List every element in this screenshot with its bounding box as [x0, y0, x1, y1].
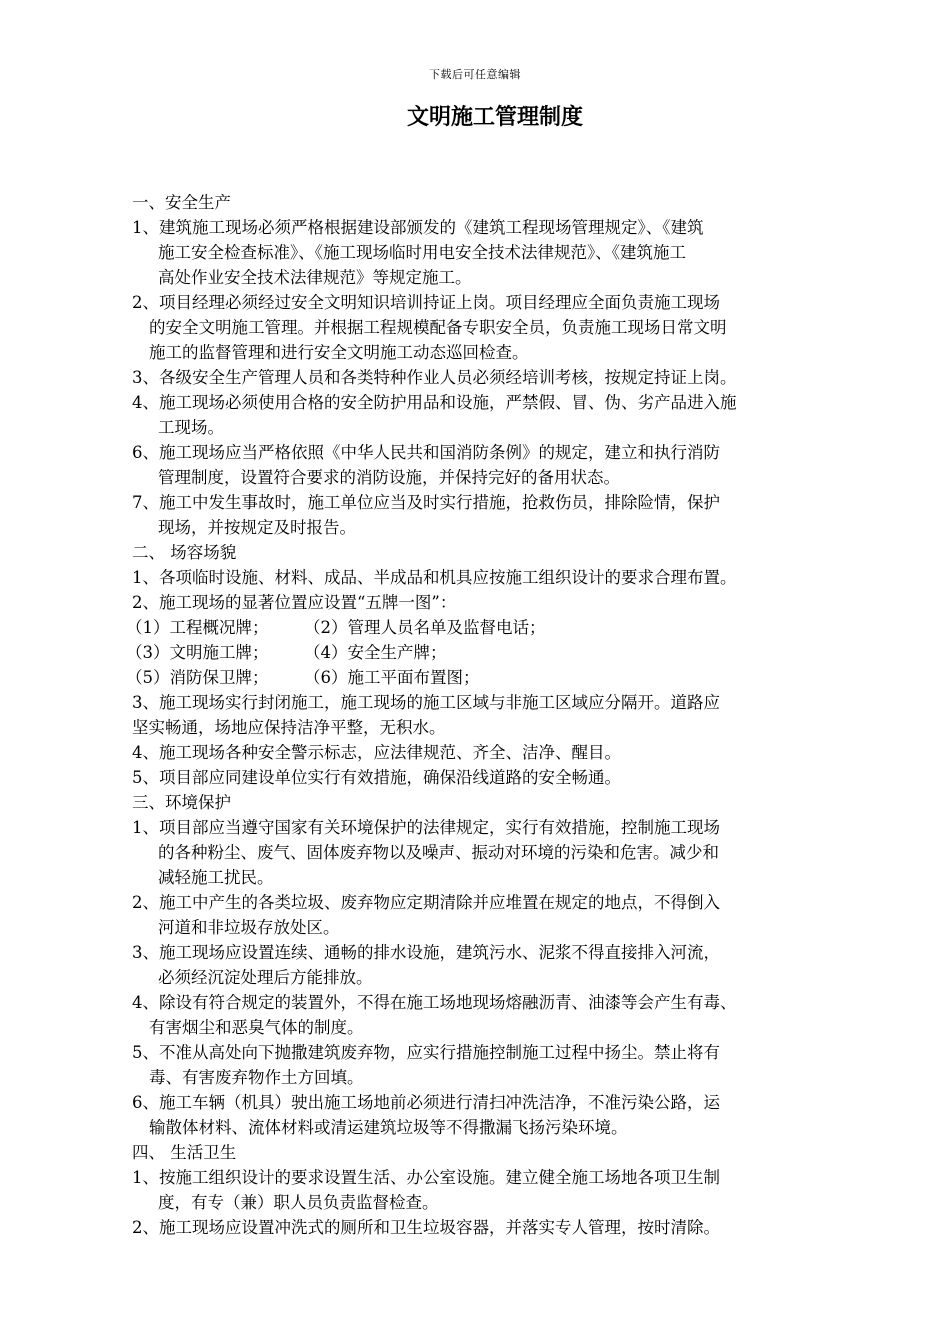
numbered-item: 1、各项临时设施、材料、成品、半成品和机具应按施工组织设计的要求合理布置。 — [132, 568, 737, 587]
signboard-item: （5）消防保卫牌； — [126, 668, 269, 687]
item-continuation: 输散体材料、流体材料或清运建筑垃圾等不得撒漏飞扬污染环境。 — [149, 1118, 628, 1137]
item-continuation: 的各种粉尘、废气、固体废弃物以及噪声、振动对环境的污染和危害。减少和 — [158, 843, 719, 862]
download-watermark: 下载后可任意编辑 — [429, 68, 521, 81]
document-title: 文明施工管理制度 — [406, 104, 583, 130]
signboard-item: （3）文明施工牌； — [126, 643, 269, 662]
item-continuation: 度，有专（兼）职人员负责监督检查。 — [158, 1193, 439, 1212]
item-continuation: 减轻施工扰民。 — [158, 868, 274, 887]
item-continuation: 坚实畅通，场地应保持洁净平整，无积水。 — [132, 718, 446, 737]
numbered-item: 4、施工现场必须使用合格的安全防护用品和设施，严禁假、冒、伪、劣产品进入施 — [132, 393, 737, 412]
numbered-item: 4、施工现场各种安全警示标志，应法律规范、齐全、洁净、醒目。 — [132, 743, 621, 762]
item-continuation: 毒、有害废弃物作土方回填。 — [149, 1068, 364, 1087]
signboard-item: （6）施工平面布置图； — [304, 668, 480, 687]
signboard-item: （2）管理人员名单及监督电话； — [304, 618, 546, 637]
numbered-item: 2、施工中产生的各类垃圾、废弃物应定期清除并应堆置在规定的地点，不得倒入 — [132, 893, 720, 912]
item-continuation: 工现场。 — [158, 418, 224, 437]
numbered-item: 6、施工现场应当严格依照《中华人民共和国消防条例》的规定，建立和执行消防 — [132, 443, 720, 462]
numbered-item: 3、施工现场应设置连续、通畅的排水设施，建筑污水、泥浆不得直接排入河流， — [132, 943, 720, 962]
numbered-item: 6、施工车辆（机具）驶出施工场地前必须进行清扫冲洗洁净，不准污染公路，运 — [132, 1093, 720, 1112]
item-continuation: 的安全文明施工管理。并根据工程规模配备专职安全员，负责施工现场日常文明 — [149, 318, 727, 337]
numbered-item: 2、项目经理必须经过安全文明知识培训持证上岗。项目经理应全面负责施工现场 — [132, 293, 720, 312]
section-heading: 四、 生活卫生 — [132, 1143, 237, 1162]
signboard-item: （4）安全生产牌； — [304, 643, 447, 662]
item-continuation: 现场，并按规定及时报告。 — [158, 518, 356, 537]
item-continuation: 高处作业安全技术法律规范》等规定施工。 — [158, 268, 472, 287]
numbered-item: 1、按施工组织设计的要求设置生活、办公室设施。建立健全施工场地各项卫生制 — [132, 1168, 720, 1187]
numbered-item: 7、施工中发生事故时，施工单位应当及时实行措施，抢救伤员，排除险情，保护 — [132, 493, 720, 512]
document-body — [126, 190, 832, 1240]
numbered-item: 2、施工现场的显著位置应设置“五牌一图”： — [132, 593, 457, 612]
numbered-item: 4、除设有符合规定的装置外，不得在施工场地现场熔融沥青、油漆等会产生有毒、 — [132, 993, 737, 1012]
signboard-list-row — [126, 640, 832, 665]
item-continuation: 必须经沉淀处理后方能排放。 — [158, 968, 373, 987]
item-continuation: 施工安全检查标准》、《施工现场临时用电安全技术法律规范》、《建筑施工 — [158, 243, 686, 262]
signboard-list-row — [126, 615, 832, 640]
signboard-list-row — [126, 665, 832, 690]
numbered-item: 5、不准从高处向下抛撒建筑废弃物，应实行措施控制施工过程中扬尘。禁止将有 — [132, 1043, 720, 1062]
section-heading: 三、环境保护 — [132, 793, 231, 812]
item-continuation: 施工的监督管理和进行安全文明施工动态巡回检查。 — [149, 343, 529, 362]
section-heading: 二、 场容场貌 — [132, 543, 237, 562]
item-continuation: 有害烟尘和恶臭气体的制度。 — [149, 1018, 364, 1037]
numbered-item: 3、施工现场实行封闭施工，施工现场的施工区域与非施工区域应分隔开。道路应 — [132, 693, 720, 712]
numbered-item: 5、项目部应同建设单位实行有效措施，确保沿线道路的安全畅通。 — [132, 768, 621, 787]
item-continuation: 河道和非垃圾存放处区。 — [158, 918, 340, 937]
numbered-item: 2、施工现场应设置冲洗式的厕所和卫生垃圾容器，并落实专人管理，按时清除。 — [132, 1218, 720, 1237]
section-heading: 一、安全生产 — [132, 193, 231, 212]
numbered-item: 1、建筑施工现场必须严格根据建设部颁发的《建筑工程现场管理规定》、《建筑 — [132, 218, 704, 237]
numbered-item: 1、项目部应当遵守国家有关环境保护的法律规定，实行有效措施，控制施工现场 — [132, 818, 720, 837]
item-continuation: 管理制度，设置符合要求的消防设施，并保持完好的备用状态。 — [158, 468, 620, 487]
signboard-item: （1）工程概况牌； — [126, 618, 269, 637]
numbered-item: 3、各级安全生产管理人员和各类特种作业人员必须经培训考核，按规定持证上岗。 — [132, 368, 737, 387]
